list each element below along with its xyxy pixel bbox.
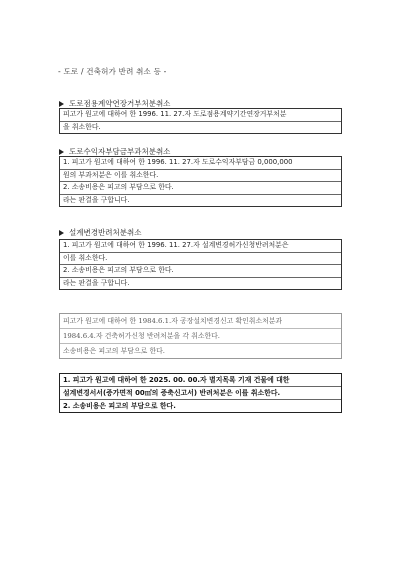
- triangle-bullet-icon: [59, 149, 64, 155]
- claim-line: 2. 소송비용은 피고의 부담으로 한다.: [60, 182, 341, 195]
- claim-line: 1. 피고가 원고에 대하여 한 1996. 11. 27.자 도로수익자부담금 0,000,000: [60, 157, 341, 170]
- claim-box: [59, 239, 342, 290]
- claim-line: 피고가 원고에 대하여 한 1984.6.1.자 공장설치변경신고 확인취소처분과: [60, 314, 341, 329]
- claim-line: 소송비용은 피고의 부담으로 한다.: [63, 347, 165, 355]
- claim-line: 1984.6.4.자 건축허가신청 반려처분을 각 취소한다.: [60, 329, 341, 344]
- triangle-bullet-icon: [59, 101, 64, 107]
- section-heading-label: 도로수익자부담금부과처분취소: [69, 147, 171, 156]
- claim-box-plain: [59, 313, 342, 359]
- page-title: - 도로 / 건축허가 반려 취소 등 -: [58, 67, 167, 76]
- claim-line: 라는 판결을 구합니다.: [63, 278, 130, 287]
- claim-line: 1. 피고가 원고에 대하여 한 2025. 00. 00.자 별지목록 기재 건물에 대한: [60, 374, 341, 387]
- claim-line: 을 취소한다.: [63, 122, 101, 131]
- claim-line: 이를 취소한다.: [60, 253, 341, 266]
- section-heading-label: 설계변경반려처분취소: [69, 228, 142, 237]
- triangle-bullet-icon: [59, 230, 64, 236]
- claim-line: 2. 소송비용은 피고의 부담으로 한다.: [63, 402, 176, 410]
- claim-line: 원의 부과처분은 이를 취소한다.: [60, 170, 341, 183]
- section-heading-label: 도로점용계약연장거부처분취소: [69, 99, 171, 108]
- claim-box: [59, 108, 342, 134]
- claim-line: 2. 소송비용은 피고의 부담으로 한다.: [60, 265, 341, 278]
- claim-box: [59, 156, 342, 207]
- claim-line: 설계변경서서(증가면적 00㎡의 증축신고서) 반려처분은 이를 취소한다.: [60, 387, 341, 400]
- section-heading: [59, 227, 141, 238]
- claim-line: 피고가 원고에 대하여 한 1996. 11. 27.자 도로점용계약기간연장거부처분: [60, 109, 341, 122]
- claim-line: 라는 판결을 구합니다.: [63, 195, 130, 204]
- claim-line: 1. 피고가 원고에 대하여 한 1996. 11. 27.자 설계변경허가신청반려처분은: [60, 240, 341, 253]
- claim-box-bold: [59, 373, 342, 413]
